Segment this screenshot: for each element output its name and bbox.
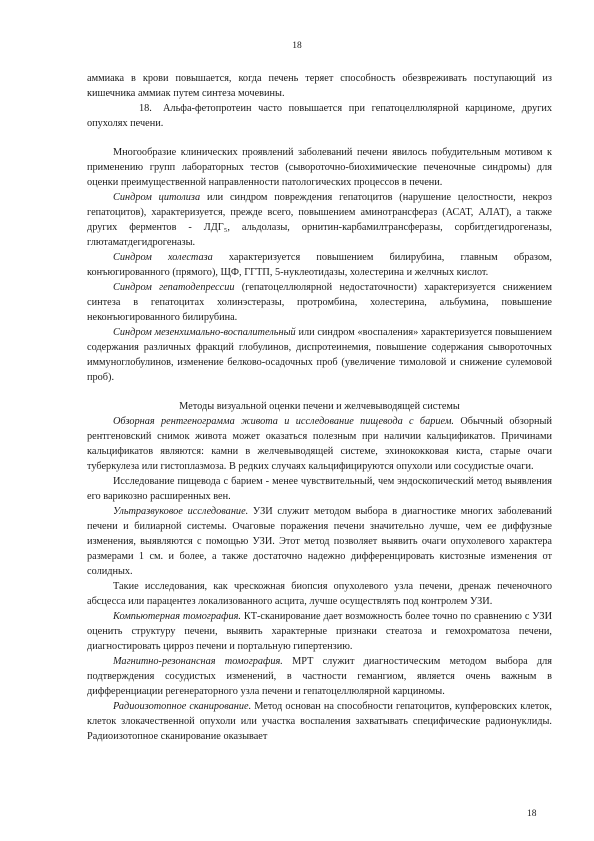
term-ultrasound: Ультразвуковое исследование. xyxy=(113,506,249,517)
text-mri: МРТ служит диагностическим методом выбора для подтверждения сосудистых изменений, в частности гемангиом, является очень важным в дифференциации регенераторного узла печени и гепатоцеллюлярной карциномы. xyxy=(87,656,552,697)
paragraph-ct xyxy=(87,609,552,654)
list-item-text: Альфа-фетопротеин часто повышается при гепатоцеллюлярной карциноме, других опухолях печени. xyxy=(87,103,552,129)
paragraph-mri xyxy=(87,654,552,699)
term-radioisotope: Радиоизотопное сканирование. xyxy=(113,701,252,712)
term-xray: Обзорная рентгенограмма живота и исследование пищевода с барием. xyxy=(113,416,455,427)
paragraph-mesenchymal xyxy=(87,325,552,385)
text-mesenchymal: или синдром «воспаления» характеризуется повышением содержания различных фракций глобулинов, диспротеинемия, повышение содержания сывороточных иммуноглобулинов, изменение белково-осадочных проб (увеличение тимоловой и снижение сулемовой проб). xyxy=(87,327,552,383)
list-item-18 xyxy=(87,101,552,131)
term-cytolysis: Синдром цитолиза xyxy=(113,192,201,203)
paragraph-hepatodepression xyxy=(87,280,552,325)
text-ct: КТ-сканирование дает возможность более точно по сравнению с УЗИ оценить структуру печени, выявить характерные признаки стеатоза и гемохроматоза печени, диагностировать цирроз печени и портальную гипертензию. xyxy=(87,611,553,652)
term-cholestasis: Синдром холестаза xyxy=(113,252,213,263)
paragraph-syndromes-intro: Многообразие клинических проявлений заболеваний печени явилось побудительным мотивом к применению групп лабораторных тестов (сывороточно-биохимические печеночные синдромы) для оценки преимущественной направленности патологических процессов в печени. xyxy=(87,147,552,188)
section-heading: Методы визуальной оценки печени и желчевыводящей системы xyxy=(179,401,460,412)
text-cytolysis: или синдром повреждения гепатоцитов (нарушение целостности, некроз гепатоцитов), характеризуется, прежде всего, повышением аминотрансфераз (АСАТ, АЛАТ), а также других ферментов - ЛДГ₅, альдолазы, орнитин-карбамилтрансферазы, сорбитдегидрогеназы, глютаматдегидрогеназы. xyxy=(87,192,553,248)
text-xray: Обычный обзорный рентгеновский снимок живота может оказаться полезным при наличии кальцификатов. Причинами кальцификатов являются: камни в желчевыводящей системе, эхинококковая киста, старые очаги туберкулеза или гистоплазмоза. В редких случаях кальцифицируются опухоли или сосудистые очаги. xyxy=(87,416,552,472)
list-item-number: 18. xyxy=(139,103,152,114)
body-text xyxy=(87,71,552,744)
text-hepatodepression: (гепатоцеллюлярной недостаточности) характеризуется снижением синтеза в гепатоцитах холинэстеразы, протромбина, холестерина, альбумина, повышение неконъюгированного билирубина. xyxy=(87,282,552,323)
paragraph-ultrasound xyxy=(87,504,552,579)
term-mesenchymal: Синдром мезенхимально-воспалительный xyxy=(113,327,296,338)
paragraph-cytolysis xyxy=(87,190,552,250)
paragraph-radioisotope xyxy=(87,699,552,744)
paragraph-cholestasis xyxy=(87,250,552,280)
paragraph-xray xyxy=(87,414,552,474)
text-cholestasis: характеризуется повышением билирубина, главным образом, конъюгированного (прямого), ЩФ, ГГТП, 5-нуклеотидазы, холестерина и желчных кислот. xyxy=(87,252,552,278)
term-mri: Магнитно-резонансная томография. xyxy=(113,656,283,667)
paragraph-biopsy: Такие исследования, как чрескожная биопсия опухолевого узла печени, дренаж печеночного абсцесса или парацентез локализованного асцита, лучше осуществлять под контролем УЗИ. xyxy=(87,581,552,607)
paragraph-barium: Исследование пищевода с барием - менее чувствительный, чем эндоскопический метод выявления его варикозно расширенных вен. xyxy=(87,476,552,502)
term-ct: Компьютерная томография. xyxy=(113,611,241,622)
text-ultrasound: УЗИ служит методом выбора в диагностике многих заболеваний печени и билиарной системы. Очаговые поражения печени значительно лучше, чем ее диффузные изменения, выявляются с помощью УЗИ. Этот метод позволяет выявить очаги опухолевого характера размерами 1 см. и более, а также достаточно надежно дифференцировать кистозные изменения от солидных. xyxy=(87,506,552,577)
paragraph-ammonia: аммиака в крови повышается, когда печень теряет способность обезвреживать поступающий из кишечника аммиак путем синтеза мочевины. xyxy=(87,73,552,99)
text-radioisotope: Метод основан на способности гепатоцитов, купферовских клеток, клеток злокачественной опухоли или участка воспаления захватывать специфические радионуклиды. Радиоизотопное сканирование оказывает xyxy=(87,701,552,742)
term-hepatodepression: Синдром гепатодепрессии xyxy=(113,282,235,293)
page-number-top: 18 xyxy=(292,41,302,51)
page-number-bottom: 18 xyxy=(527,809,537,819)
